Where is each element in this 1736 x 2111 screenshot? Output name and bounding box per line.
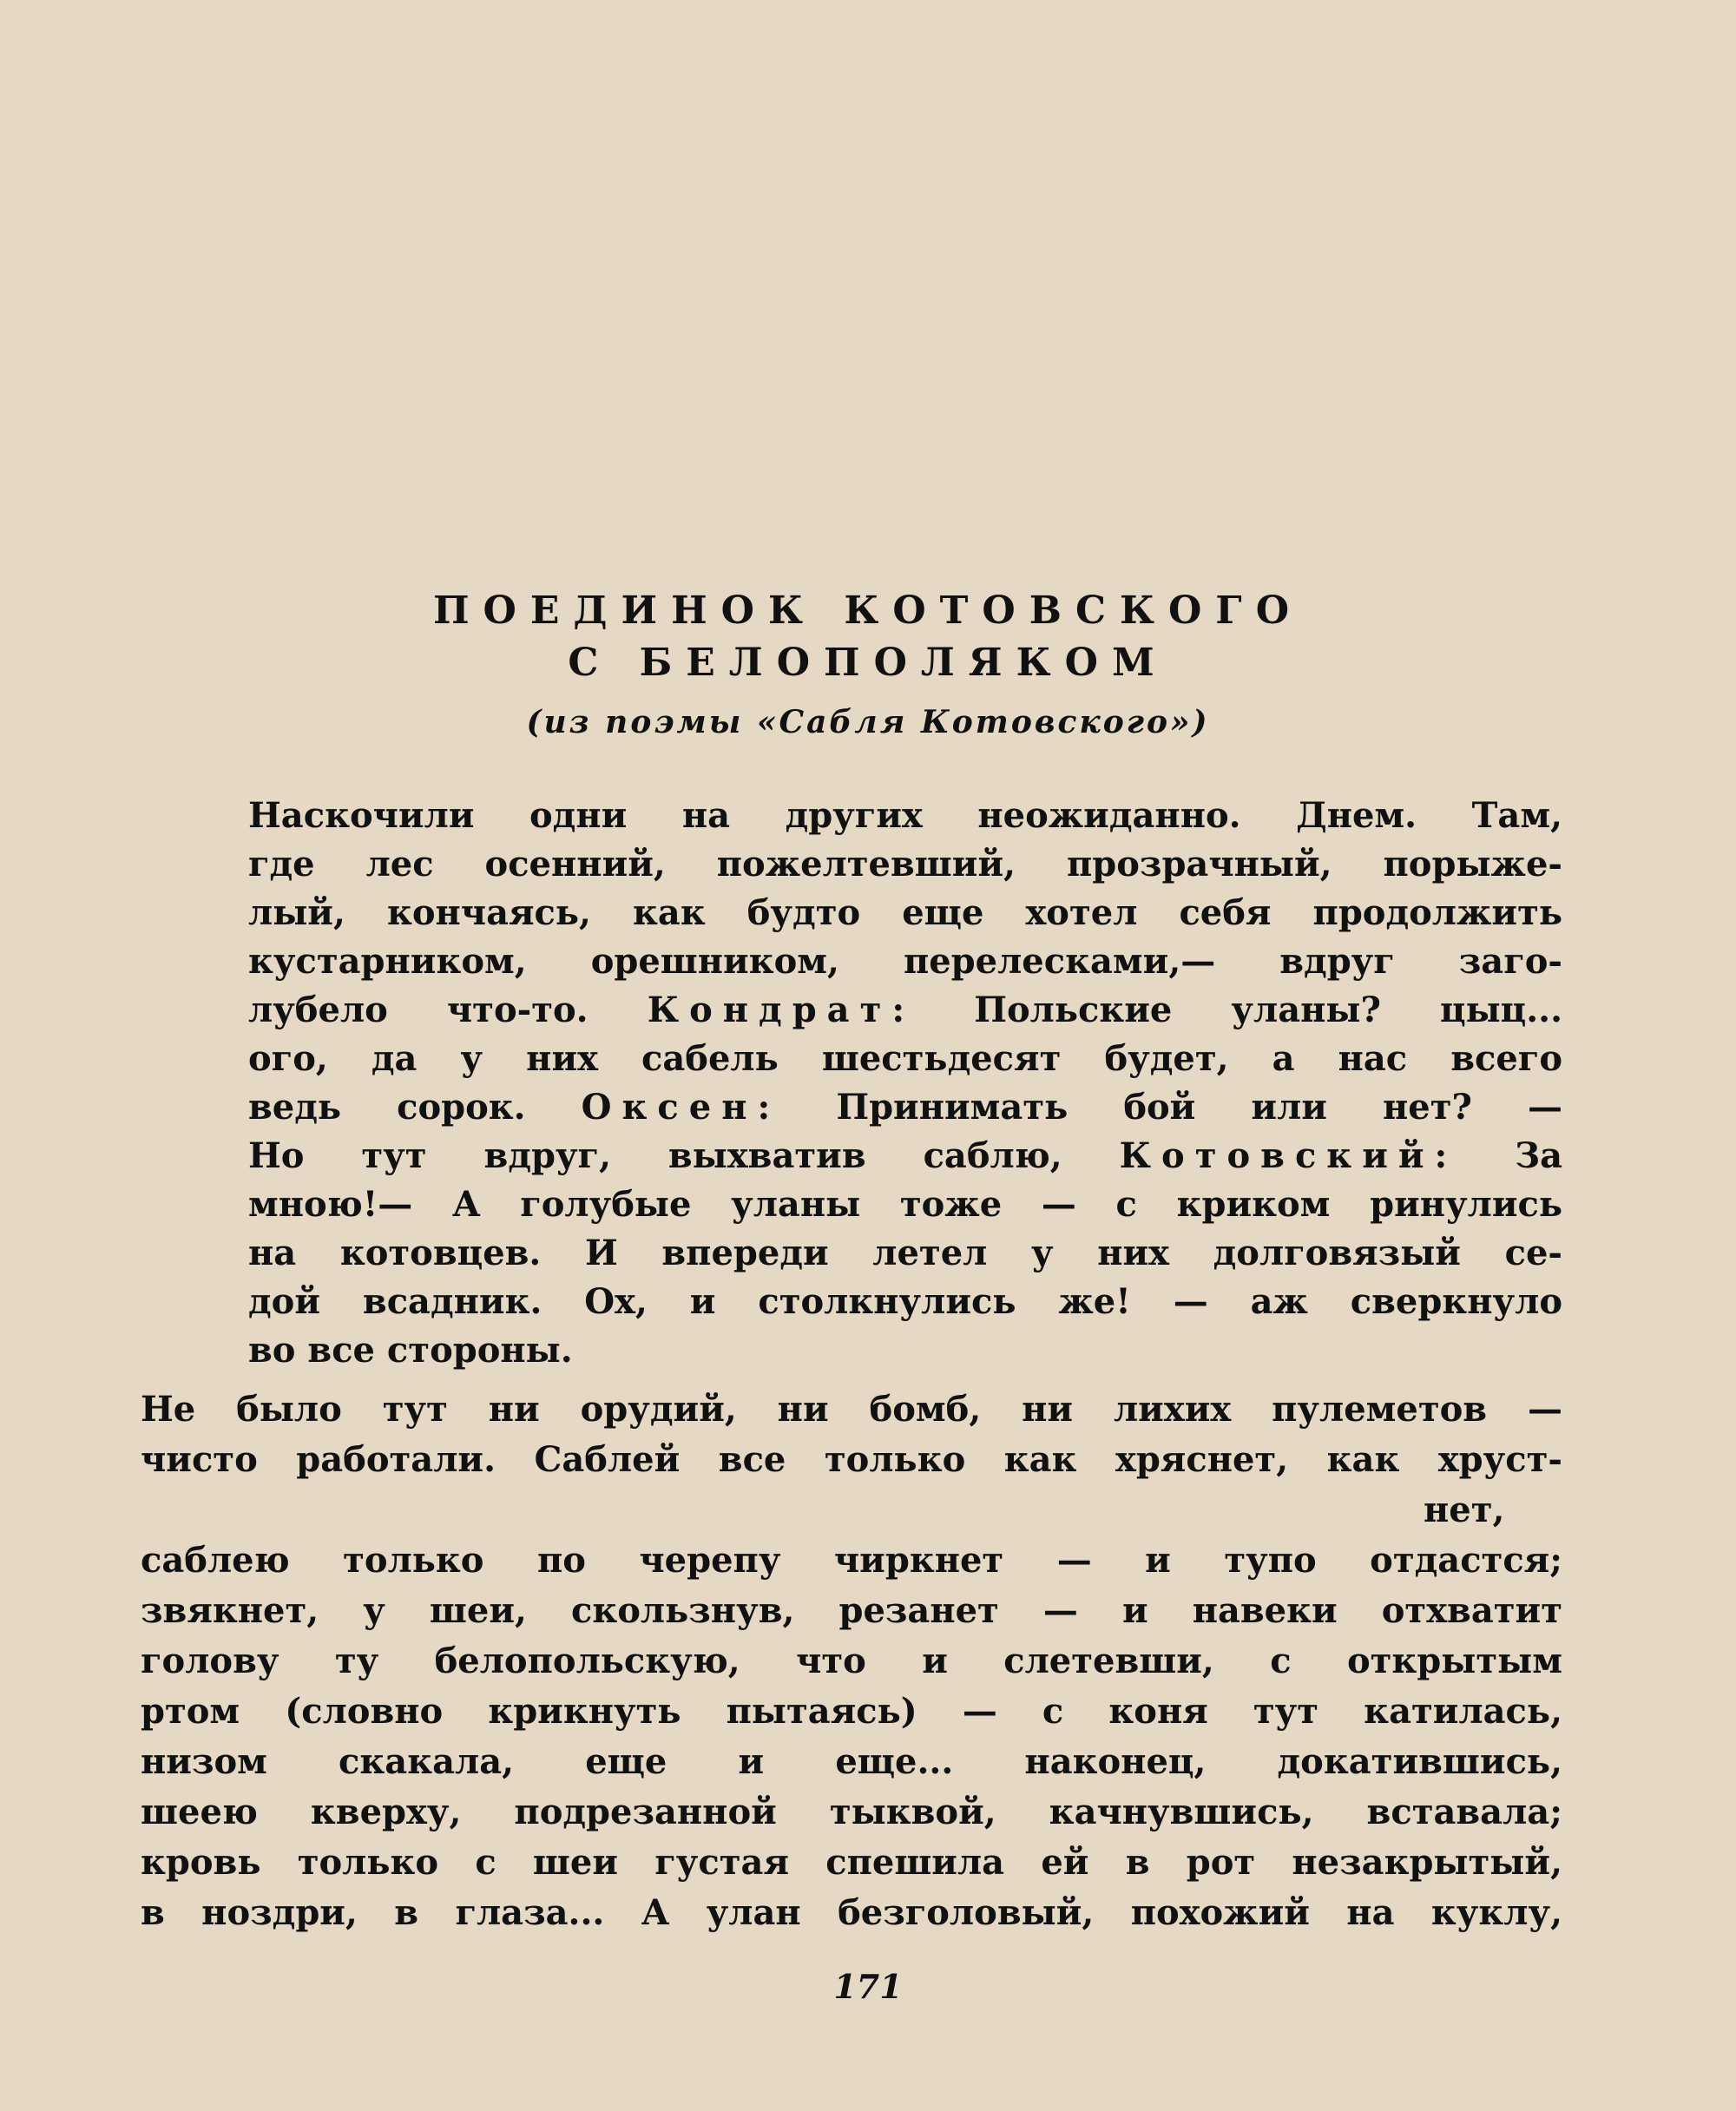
chapter-subtitle: (из поэмы «Сабля Котовского») [526, 704, 1210, 740]
prose-segment: Принимать бой или нет? — [836, 1087, 1562, 1128]
prose-line: дой всадник. Ох, и столкнулись же! — аж сверкнуло [248, 1281, 1562, 1322]
prose-line: кустарником, орешником, перелесками,— вдруг заго- [248, 941, 1562, 982]
verse-line: саблею только по черепу чиркнет — и тупо отдастся; [141, 1540, 1562, 1581]
page-number: 171 [833, 1967, 903, 2006]
prose-line: во все стороны. [248, 1330, 573, 1371]
verse-line: низом скакала, еще и еще... наконец, докатившись, [141, 1741, 1562, 1782]
prose-line: где лес осенний, пожелтевший, прозрачный, порыже- [248, 844, 1562, 885]
prose-line [248, 1135, 1563, 1176]
prose-line: мною!— А голубые уланы тоже — с криком ринулись [248, 1184, 1562, 1225]
prose-line: на котовцев. И впереди летел у них долговязый се- [248, 1233, 1562, 1273]
verse-line: ртом (словно крикнуть пытаясь) — с коня тут катилась, [141, 1691, 1562, 1732]
prose-line: ого, да у них сабель шестьдесят будет, а нас всего [248, 1038, 1562, 1079]
prose-line [248, 1087, 1562, 1128]
prose-line: Наскочили одни на других неожиданно. Днем. Там, [248, 795, 1562, 836]
prose-segment: Но тут вдруг, выхватив саблю, [248, 1135, 1062, 1176]
prose-segment: За [1515, 1135, 1563, 1176]
chapter-title-line-2: С БЕЛОПОЛЯКОМ [568, 641, 1168, 685]
prose-line [248, 990, 1562, 1030]
prose-segment: Польские уланы? цыц... [974, 990, 1562, 1030]
verse-line: чисто работали. Саблей все только как хряснет, как хруст- [141, 1439, 1562, 1480]
prose-segment: ведь сорок. [248, 1087, 526, 1128]
prose-line: лый, кончаясь, как будто еще хотел себя продолжить [248, 892, 1562, 933]
verse-line: голову ту белопольскую, что и слетевши, с открытым [141, 1641, 1562, 1681]
verse-line: кровь только с шеи густая спешила ей в рот незакрытый, [141, 1842, 1562, 1883]
speaker-kondrat: Кондрат: [647, 990, 916, 1030]
speaker-kotovsky: Котовский: [1119, 1135, 1458, 1176]
speaker-oksen: Оксен: [581, 1087, 781, 1128]
verse-line-continuation: нет, [1424, 1490, 1505, 1530]
verse-line: в ноздри, в глаза... А улан безголовый, похожий на куклу, [141, 1892, 1562, 1933]
verse-line: шеею кверху, подрезанной тыквой, качнувшись, вставала; [141, 1792, 1562, 1832]
chapter-title-line-1: ПОЕДИНОК КОТОВСКОГО [432, 589, 1304, 633]
prose-segment: лубело что-то. [248, 990, 589, 1030]
verse-line: Не было тут ни орудий, ни бомб, ни лихих пулеметов — [141, 1389, 1562, 1430]
verse-line: звякнет, у шеи, скользнув, резанет — и навеки отхватит [141, 1590, 1562, 1631]
